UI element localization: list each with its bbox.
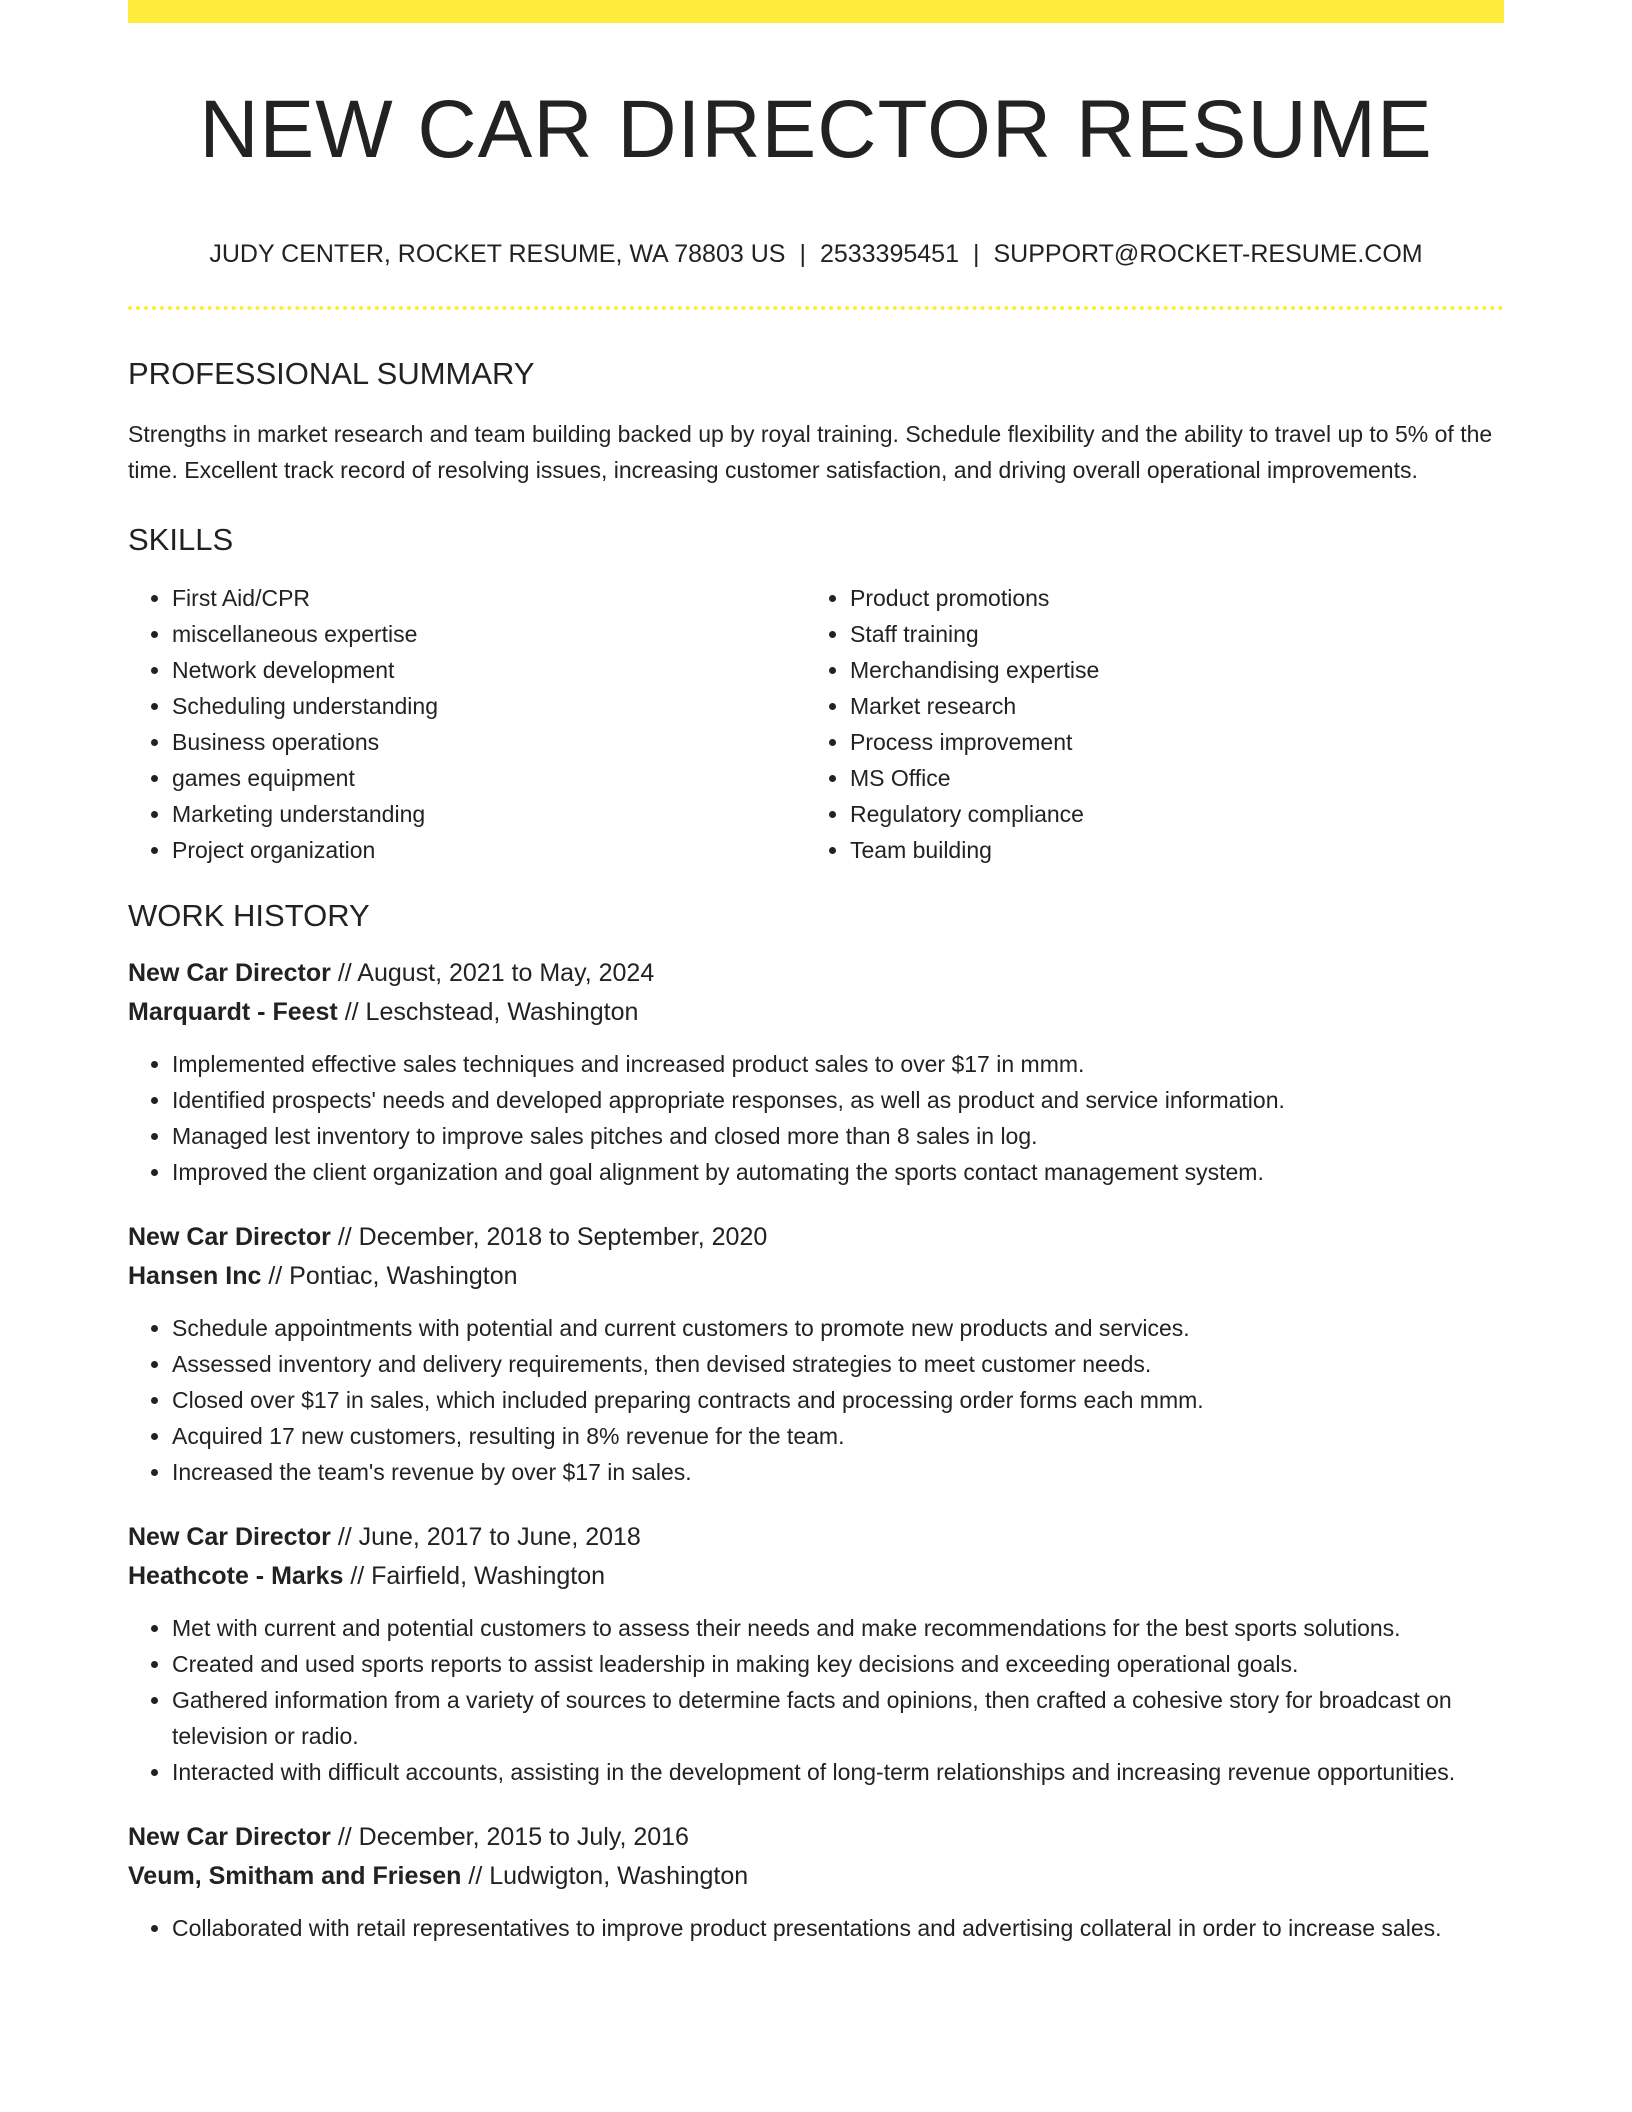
job-company: Hansen Inc: [128, 1262, 262, 1290]
job-dates: // June, 2017 to June, 2018: [337, 1523, 641, 1551]
job-location: // Pontiac, Washington: [268, 1262, 518, 1290]
job-title-line: [128, 954, 1504, 993]
job-bullet: • Implemented effective sales techniques and increased product sales to over $17 in mmm.: [172, 1046, 1504, 1082]
job-company-line: [128, 1257, 1504, 1296]
job-bullet: • Assessed inventory and delivery requirements, then devised strategies to meet customer needs.: [172, 1346, 1504, 1382]
work-history-heading: WORK HISTORY: [128, 898, 370, 933]
job-title-line: [128, 1818, 1504, 1857]
job-company: Heathcote - Marks: [128, 1562, 344, 1590]
job-bullet: • Schedule appointments with potential and current customers to promote new products and services.: [172, 1310, 1504, 1346]
work-history-section: [128, 892, 1504, 1946]
skill-item: • Staff training: [850, 616, 1484, 652]
skill-item: • First Aid/CPR: [172, 580, 806, 616]
skill-item: • Scheduling understanding: [172, 688, 806, 724]
job-bullet: • Closed over $17 in sales, which included preparing contracts and processing order forms each mmm.: [172, 1382, 1504, 1418]
job-bullet: • Met with current and potential customers to assess their needs and make recommendations for the best sports solutions.: [172, 1610, 1504, 1646]
skills-columns: [128, 580, 1504, 868]
skill-item: • miscellaneous expertise: [172, 616, 806, 652]
job-bullets: [128, 1610, 1504, 1790]
job-dates: // December, 2018 to September, 2020: [337, 1223, 768, 1251]
job-title: New Car Director: [128, 959, 331, 987]
job-company-line: [128, 993, 1504, 1032]
contact-address: JUDY CENTER, ROCKET RESUME, WA 78803 US: [209, 240, 786, 268]
skills-heading: SKILLS: [128, 522, 234, 557]
skill-item: • Regulatory compliance: [850, 796, 1484, 832]
job-entry: [128, 1818, 1504, 1946]
summary-section: [128, 350, 1504, 488]
job-company: Veum, Smitham and Friesen: [128, 1862, 462, 1890]
contact-phone: 2533395451: [819, 240, 959, 268]
job-title: New Car Director: [128, 1823, 331, 1851]
skill-item: • Marketing understanding: [172, 796, 806, 832]
job-title: New Car Director: [128, 1523, 331, 1551]
skill-item: • games equipment: [172, 760, 806, 796]
contact-email: SUPPORT@ROCKET-RESUME.COM: [993, 240, 1423, 268]
job-bullets: [128, 1910, 1504, 1946]
job-location: // Ludwigton, Washington: [468, 1862, 749, 1890]
skill-item: • Project organization: [172, 832, 806, 868]
job-location: // Leschstead, Washington: [344, 998, 639, 1026]
job-title-line: [128, 1218, 1504, 1257]
job-dates: // December, 2015 to July, 2016: [337, 1823, 689, 1851]
skill-item: • Market research: [850, 688, 1484, 724]
job-location: // Fairfield, Washington: [350, 1562, 606, 1590]
skills-left-column: [128, 580, 806, 868]
job-company-line: [128, 1557, 1504, 1596]
summary-heading: PROFESSIONAL SUMMARY: [128, 356, 535, 391]
skill-item: • Network development: [172, 652, 806, 688]
job-title-line: [128, 1518, 1504, 1557]
job-entry: [128, 1218, 1504, 1490]
job-bullets: [128, 1046, 1504, 1190]
job-title: New Car Director: [128, 1223, 331, 1251]
job-company: Marquardt - Feest: [128, 998, 338, 1026]
contact-separator: |: [799, 240, 806, 268]
skill-item: • Process improvement: [850, 724, 1484, 760]
job-bullet: • Increased the team's revenue by over $17 in sales.: [172, 1454, 1504, 1490]
skill-item: • Product promotions: [850, 580, 1484, 616]
contact-line: [128, 236, 1504, 272]
skill-item: • MS Office: [850, 760, 1484, 796]
job-company-line: [128, 1857, 1504, 1896]
job-bullets: [128, 1310, 1504, 1490]
skill-item: • Merchandising expertise: [850, 652, 1484, 688]
job-bullet: • Managed lest inventory to improve sales pitches and closed more than 8 sales in log.: [172, 1118, 1504, 1154]
job-bullet: • Interacted with difficult accounts, assisting in the development of long-term relationships and increasing revenue opportunities.: [172, 1754, 1504, 1790]
job-bullet: • Created and used sports reports to assist leadership in making key decisions and exceeding operational goals.: [172, 1646, 1504, 1682]
skill-item: • Business operations: [172, 724, 806, 760]
resume-body: [128, 350, 1504, 1974]
skills-section: [128, 516, 1504, 868]
job-dates: // August, 2021 to May, 2024: [337, 959, 655, 987]
resume-title: NEW CAR DIRECTOR RESUME: [199, 84, 1433, 175]
skills-right-column: [806, 580, 1484, 868]
job-entry: [128, 954, 1504, 1190]
skill-item: • Team building: [850, 832, 1484, 868]
top-accent-bar: [128, 0, 1504, 23]
job-bullet: • Acquired 17 new customers, resulting in 8% revenue for the team.: [172, 1418, 1504, 1454]
contact-separator: |: [972, 240, 980, 268]
dotted-divider: [128, 306, 1504, 310]
job-bullet: • Gathered information from a variety of sources to determine facts and opinions, then crafted a cohesive story for broadcast on television or radio.: [172, 1682, 1504, 1754]
job-bullet: • Improved the client organization and goal alignment by automating the sports contact management system.: [172, 1154, 1504, 1190]
job-bullet: • Collaborated with retail representatives to improve product presentations and advertising collateral in order to increase sales.: [172, 1910, 1504, 1946]
summary-text: Strengths in market research and team building backed up by royal training. Schedule flexibility and the ability to travel up to 5% of the time. Excellent track record of resolving issues, increasing customer satisfaction, and driving overall operational improvements.: [128, 421, 1493, 483]
job-bullet: • Identified prospects' needs and developed appropriate responses, as well as product and service information.: [172, 1082, 1504, 1118]
job-entry: [128, 1518, 1504, 1790]
